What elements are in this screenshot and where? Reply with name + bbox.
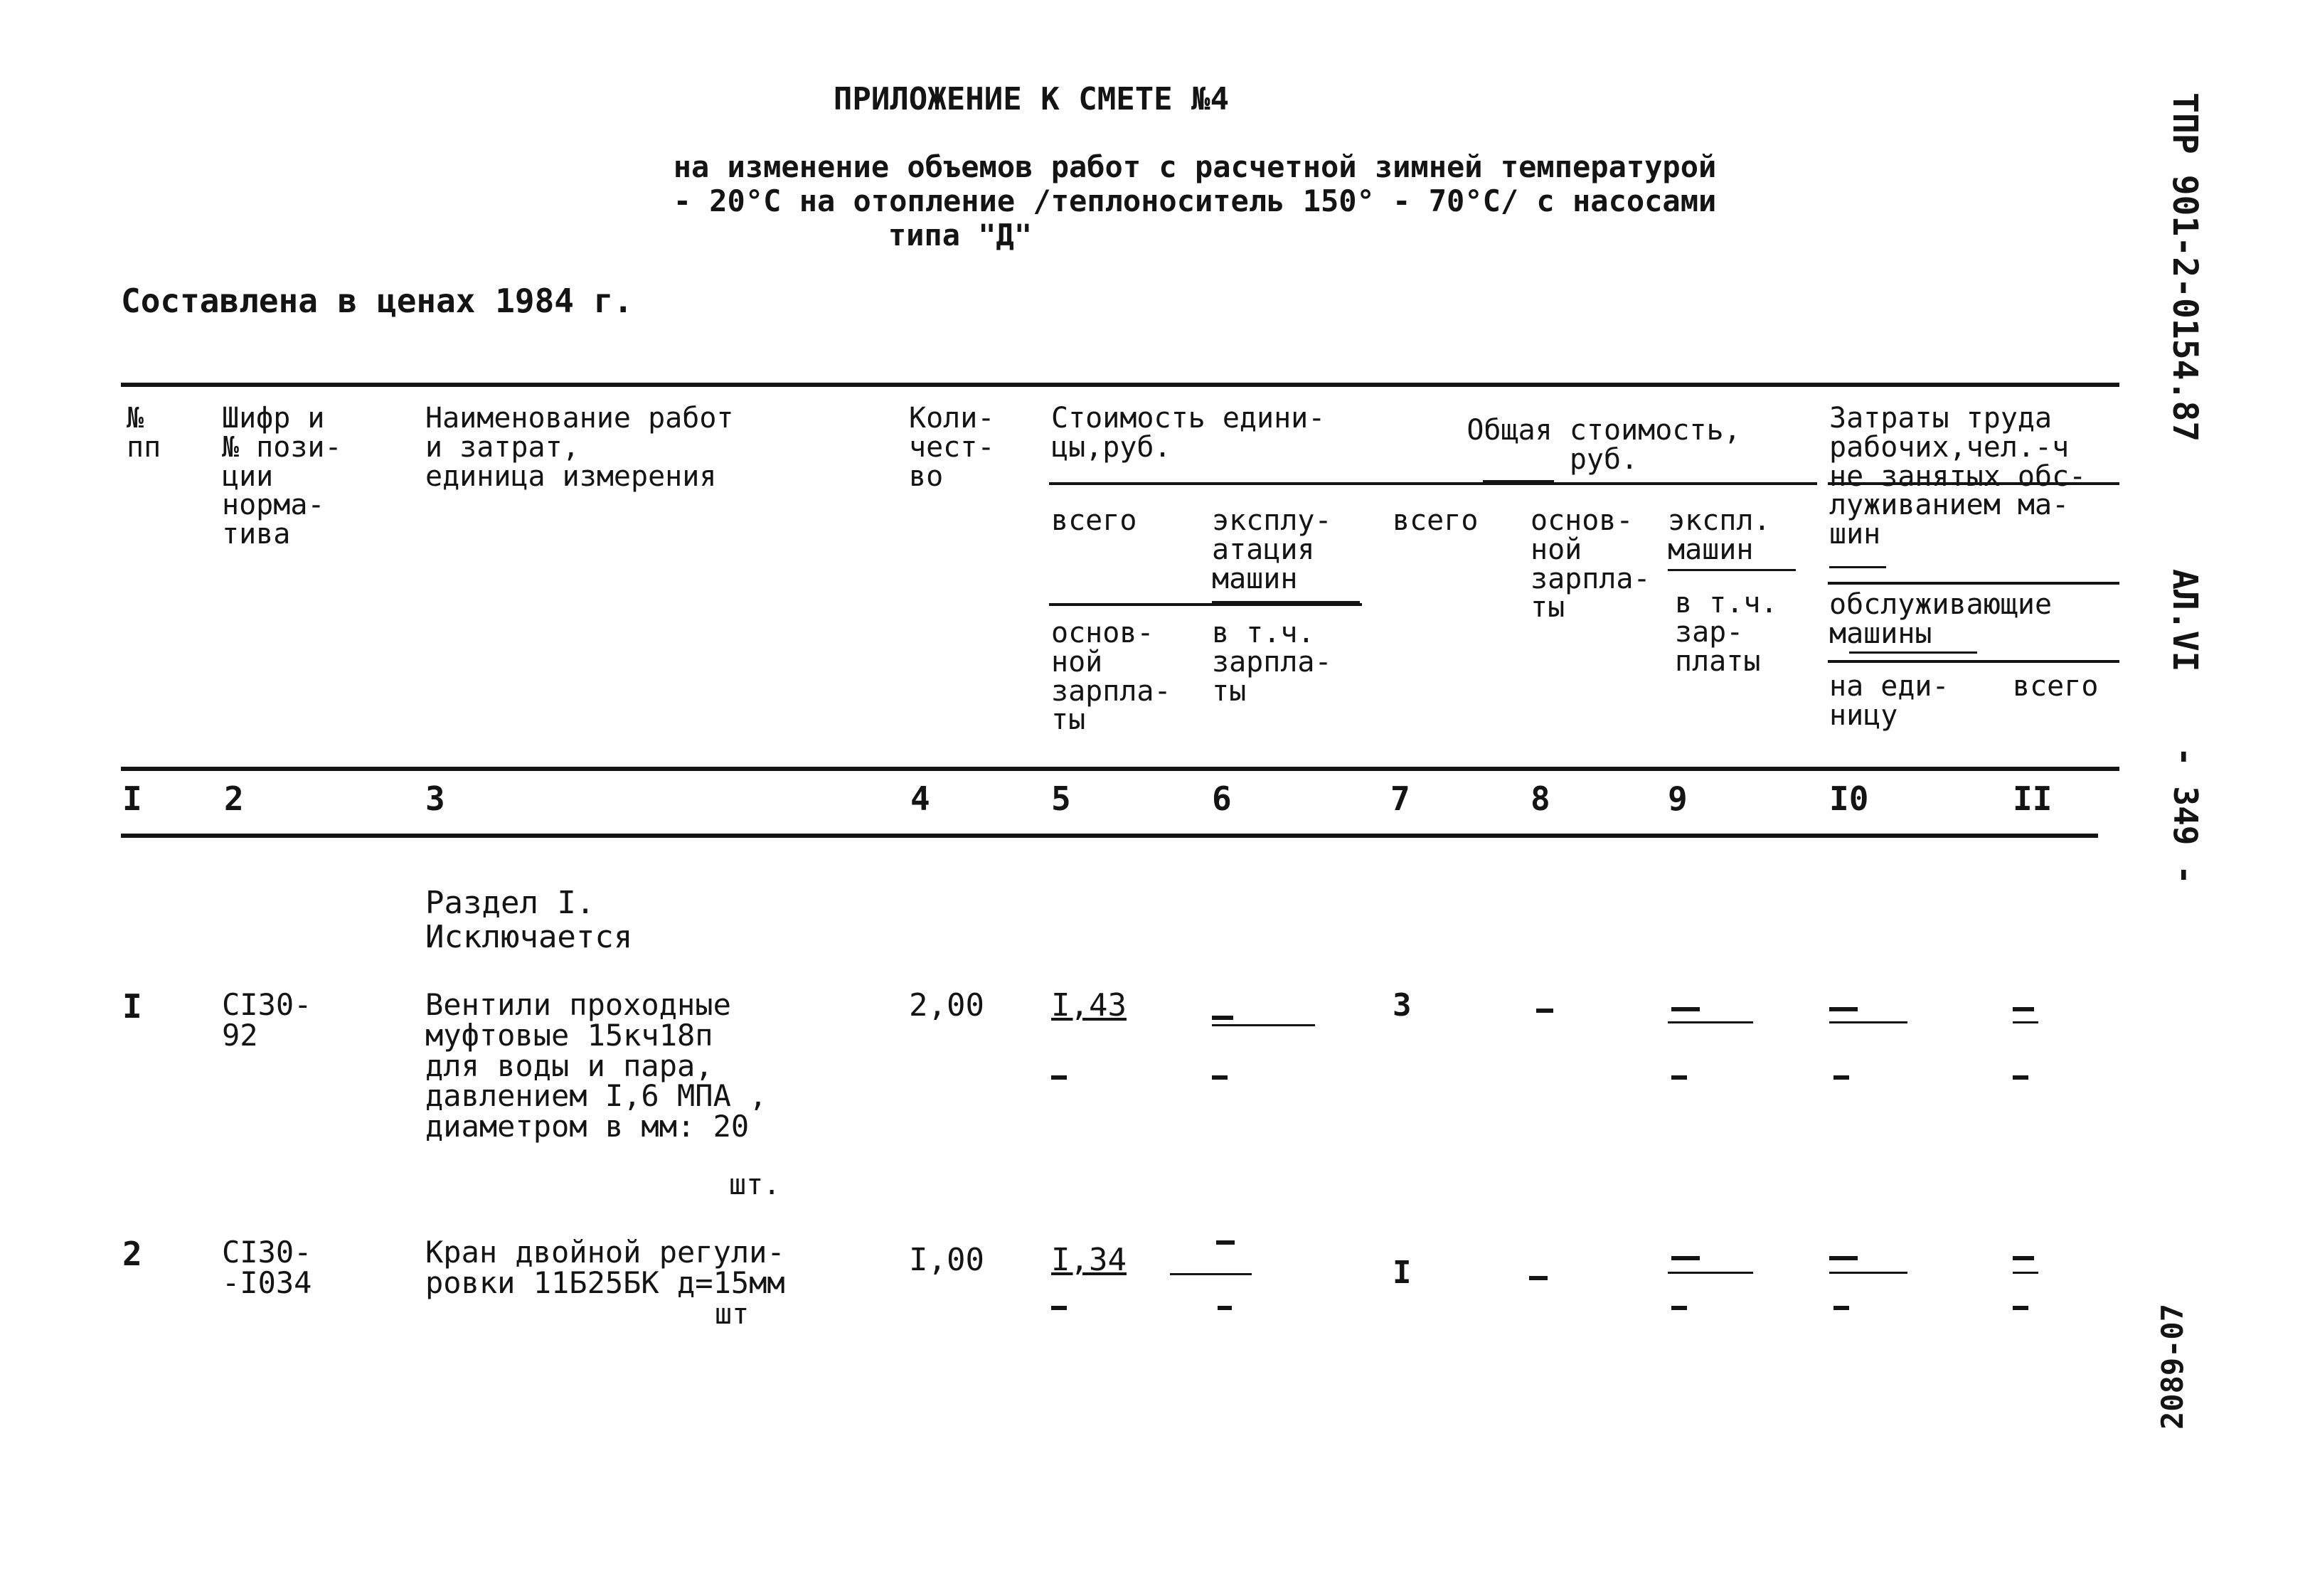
row-c11-dash-top [2013, 1007, 2034, 1011]
row-total-cost: 3 [1393, 987, 1412, 1023]
column-number-6: 6 [1212, 780, 1232, 818]
row-quantity: 2,00 [909, 987, 984, 1023]
document-subtitle-line-1: на изменение объемов работ с расчетной зимней температурой [673, 149, 1717, 184]
unit-cost-split-rule [1049, 603, 1362, 606]
row-c9-line [1668, 1021, 1753, 1023]
column-number-9: 9 [1668, 780, 1688, 818]
stamp-album: АЛ.VI [2165, 569, 2205, 672]
header-name: Наименование работ и затрат, единица измерения [425, 402, 734, 493]
row-c9-dash-top [1671, 1256, 1700, 1260]
table-top-rule [121, 383, 2119, 387]
prices-note: Составлена в ценах 1984 г. [121, 282, 634, 320]
row-c11-dash-bottom [2013, 1306, 2028, 1310]
header-unit-cost: Стоимость едини- цы,руб. [1051, 402, 1326, 464]
header-c6-salary: в т.ч. зарпла- ты [1212, 617, 1332, 708]
document-title: ПРИЛОЖЕНИЕ К СМЕТЕ №4 [833, 81, 1230, 117]
header-labor: Затраты труда рабочих,чел.-ч не занятых обс- луживанием ма- шин [1829, 402, 2087, 551]
row-c10-dash-top [1829, 1256, 1858, 1260]
row-c6-dash-top [1216, 1240, 1235, 1245]
column-number-11: II [2013, 780, 2053, 818]
labor-service-rule [1828, 582, 2119, 585]
row-unit-cost-total: I,34 [1051, 1242, 1127, 1278]
row-c11-line [2013, 1021, 2038, 1023]
row-c9-dash-top [1671, 1007, 1700, 1011]
header-total-cost: Общая стоимость, руб. [1467, 414, 1741, 476]
row-c6-line [1170, 1273, 1252, 1275]
row-unit: шт [715, 1298, 750, 1331]
row-c6-dash-bottom [1218, 1306, 1232, 1310]
header-c11-total: всего [2013, 670, 2099, 703]
row-code: CI30- -I034 [222, 1235, 312, 1300]
stamp-number: 2089-07 [2155, 1303, 2190, 1430]
stamp-page: - 349 - [2166, 747, 2205, 885]
header-c9-machines: экспл. машин [1668, 504, 1771, 566]
labor-unit-rule [1828, 660, 2119, 663]
row-c10-dash-bottom [1833, 1306, 1849, 1310]
row-c8-dash [1529, 1276, 1548, 1280]
column-number-3: 3 [425, 780, 445, 818]
row-c9-dash-bottom [1671, 1075, 1687, 1080]
row-name: Кран двойной регули- ровки 11Б25БК д=15мм [425, 1235, 785, 1300]
column-number-2: 2 [224, 780, 244, 818]
header-c5-total: всего [1051, 504, 1137, 537]
header-c8-salary: основ- ной зарпла- ты [1531, 504, 1651, 624]
header-c9-salary: в т.ч. зар- платы [1675, 587, 1778, 678]
c6-machines-underline [1212, 601, 1360, 603]
header-c10-per-unit: на еди- ницу [1829, 670, 1949, 732]
document-subtitle-line-3: типа "Д" [888, 218, 1033, 252]
row-name: Вентили проходные муфтовые 15кч18п для воды и пара, давлением I,6 МПА , диаметром в мм: 20 [425, 987, 767, 1144]
column-number-8: 8 [1531, 780, 1550, 818]
row-c11-dash-bottom [2013, 1075, 2028, 1080]
column-number-1: I [122, 780, 142, 818]
row-c5-dash-bottom [1051, 1306, 1067, 1310]
unit-cost-underline [1049, 482, 1390, 485]
column-number-7: 7 [1390, 780, 1410, 818]
column-number-5: 5 [1051, 780, 1071, 818]
header-code: Шифр и № пози- ции норма- тива [222, 402, 342, 551]
row-c9-line [1668, 1272, 1753, 1274]
row-c8-dash [1536, 1009, 1553, 1013]
row-number: 2 [122, 1235, 142, 1273]
total-cost-unit-underline [1483, 480, 1554, 482]
row-c11-line [2013, 1272, 2038, 1274]
row-c11-dash-top [2013, 1256, 2034, 1260]
row-c6-dash-top [1212, 1016, 1233, 1020]
labor-machines-underline [1829, 566, 1886, 568]
labor-service-underline [1849, 651, 1977, 654]
row-c10-line [1829, 1272, 1907, 1274]
row-c5-dash-bottom [1051, 1075, 1067, 1080]
row-c10-line [1829, 1021, 1907, 1023]
column-number-10: I0 [1829, 780, 1869, 818]
header-row-number: № пп [127, 402, 161, 464]
header-c5-salary: основ- ной зарпла- ты [1051, 617, 1171, 737]
row-code: CI30- 92 [222, 987, 312, 1053]
row-c10-dash-top [1829, 1007, 1858, 1011]
row-c6-dash-bottom [1212, 1075, 1228, 1080]
header-c6-machines: эксплу- атация машин [1212, 504, 1332, 595]
header-c7-total: всего [1393, 504, 1479, 537]
total-cost-underline [1390, 482, 1817, 485]
header-quantity: Коли- чест- во [909, 402, 995, 493]
row-c10-dash-bottom [1833, 1075, 1849, 1080]
row-c9-dash-bottom [1671, 1306, 1687, 1310]
document-subtitle-line-2: - 20°С на отопление /теплоноситель 150° - 70°С/ с насосами [673, 183, 1717, 218]
row-unit-cost-total: I,43 [1051, 987, 1127, 1023]
header-bottom-rule [121, 767, 2119, 771]
section-note: Исключается [425, 919, 633, 955]
header-labor-service: обслуживающие машины [1829, 588, 2053, 650]
c9-machines-underline [1668, 569, 1796, 571]
row-total-cost: I [1393, 1255, 1412, 1291]
row-c6-line [1212, 1024, 1315, 1026]
row-unit: шт. [729, 1169, 781, 1201]
column-number-4: 4 [910, 780, 930, 818]
column-numbers-rule [121, 834, 2098, 838]
section-title: Раздел I. [425, 885, 595, 921]
row-quantity: I,00 [909, 1242, 984, 1278]
row-number: I [122, 987, 142, 1026]
stamp-project-code: ТПР 901-2-0154.87 [2165, 92, 2205, 442]
